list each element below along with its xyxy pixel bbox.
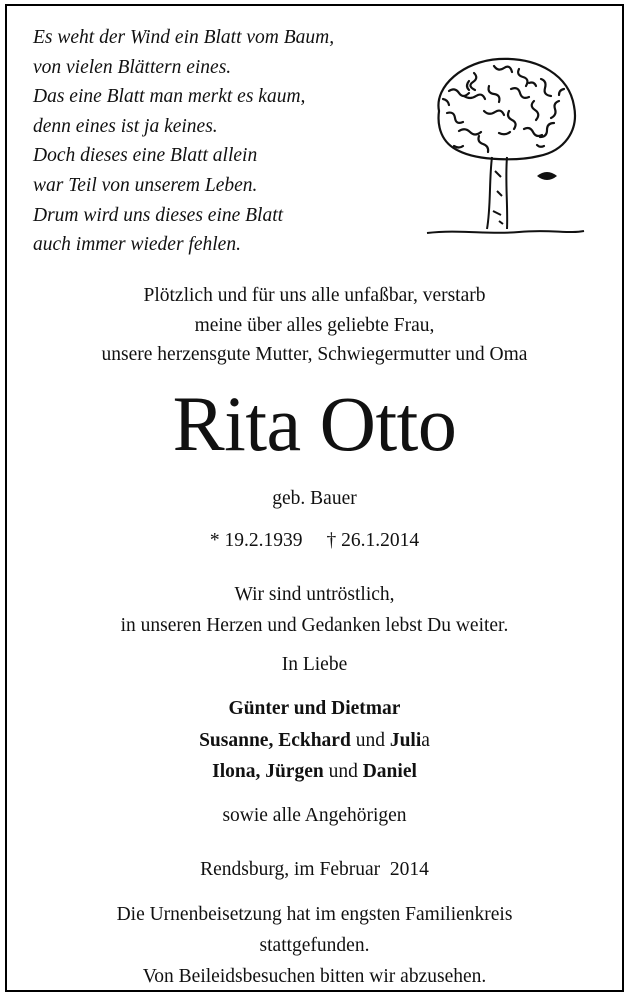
family-names: Ilona, Jürgen <box>212 761 324 782</box>
message-line: Wir sind untröstlich, <box>234 584 395 605</box>
family-line <box>7 693 622 725</box>
family-line <box>7 725 622 757</box>
deceased-name: Rita Otto <box>172 380 457 467</box>
obituary-card <box>5 4 624 992</box>
poem-line: war Teil von unserem Leben. <box>33 174 258 196</box>
family-connector: und <box>350 729 390 751</box>
intro-line: unsere herzensgute Mutter, Schwiegermutter und Oma <box>101 344 528 365</box>
poem-line: denn eines ist ja keines. <box>33 115 218 137</box>
poem-line: von vielen Blättern eines. <box>33 56 232 78</box>
relatives-text: sowie alle Angehörigen <box>222 805 407 826</box>
family-names: Günter und Dietmar <box>228 698 401 719</box>
family-connector: und <box>323 761 363 782</box>
leaf-icon <box>537 172 557 180</box>
intro-line: meine über alles geliebte Frau, <box>194 314 435 336</box>
family-names: Susanne, Eckhard <box>199 729 351 751</box>
poem-line: Doch dieses eine Blatt allein <box>33 145 258 167</box>
tree-icon <box>419 51 589 241</box>
intro-line: Plötzlich und für uns alle unfaßbar, verstarb <box>143 285 486 306</box>
in-love-text: In Liebe <box>281 654 348 675</box>
ground-line <box>427 231 584 233</box>
tree-crown <box>438 59 575 159</box>
family-suffix: a <box>421 729 430 751</box>
poem-line: Es weht der Wind ein Blatt vom Baum, <box>33 27 335 48</box>
place-date: Rendsburg, im Februar 2014 <box>200 859 429 880</box>
family-names: Daniel <box>362 761 417 782</box>
note-line: Die Urnenbeisetzung hat im engsten Familienkreis <box>116 904 513 925</box>
message-line: in unseren Herzen und Gedanken lebst Du weiter. <box>120 615 509 636</box>
birth-date: * 19.2.1939 <box>209 530 303 551</box>
poem-line: auch immer wieder fehlen. <box>33 234 241 256</box>
death-date: † 26.1.2014 <box>326 530 420 551</box>
note-line: stattgefunden. <box>259 935 370 956</box>
family-names: Juli <box>389 729 422 751</box>
life-dates <box>7 527 622 555</box>
family-line <box>7 756 622 788</box>
poem <box>33 23 334 260</box>
tree-trunk <box>487 157 507 229</box>
family-signatures <box>7 693 622 788</box>
poem-line: Drum wird uns dieses eine Blatt <box>33 204 284 226</box>
intro-text <box>7 281 622 370</box>
farewell-message <box>7 579 622 641</box>
poem-line: Das eine Blatt man merkt es kaum, <box>33 86 306 108</box>
funeral-note <box>7 899 622 992</box>
maiden-name: geb. Bauer <box>272 488 357 509</box>
note-line: Von Beileidsbesuchen bitten wir abzusehen. <box>142 966 487 987</box>
